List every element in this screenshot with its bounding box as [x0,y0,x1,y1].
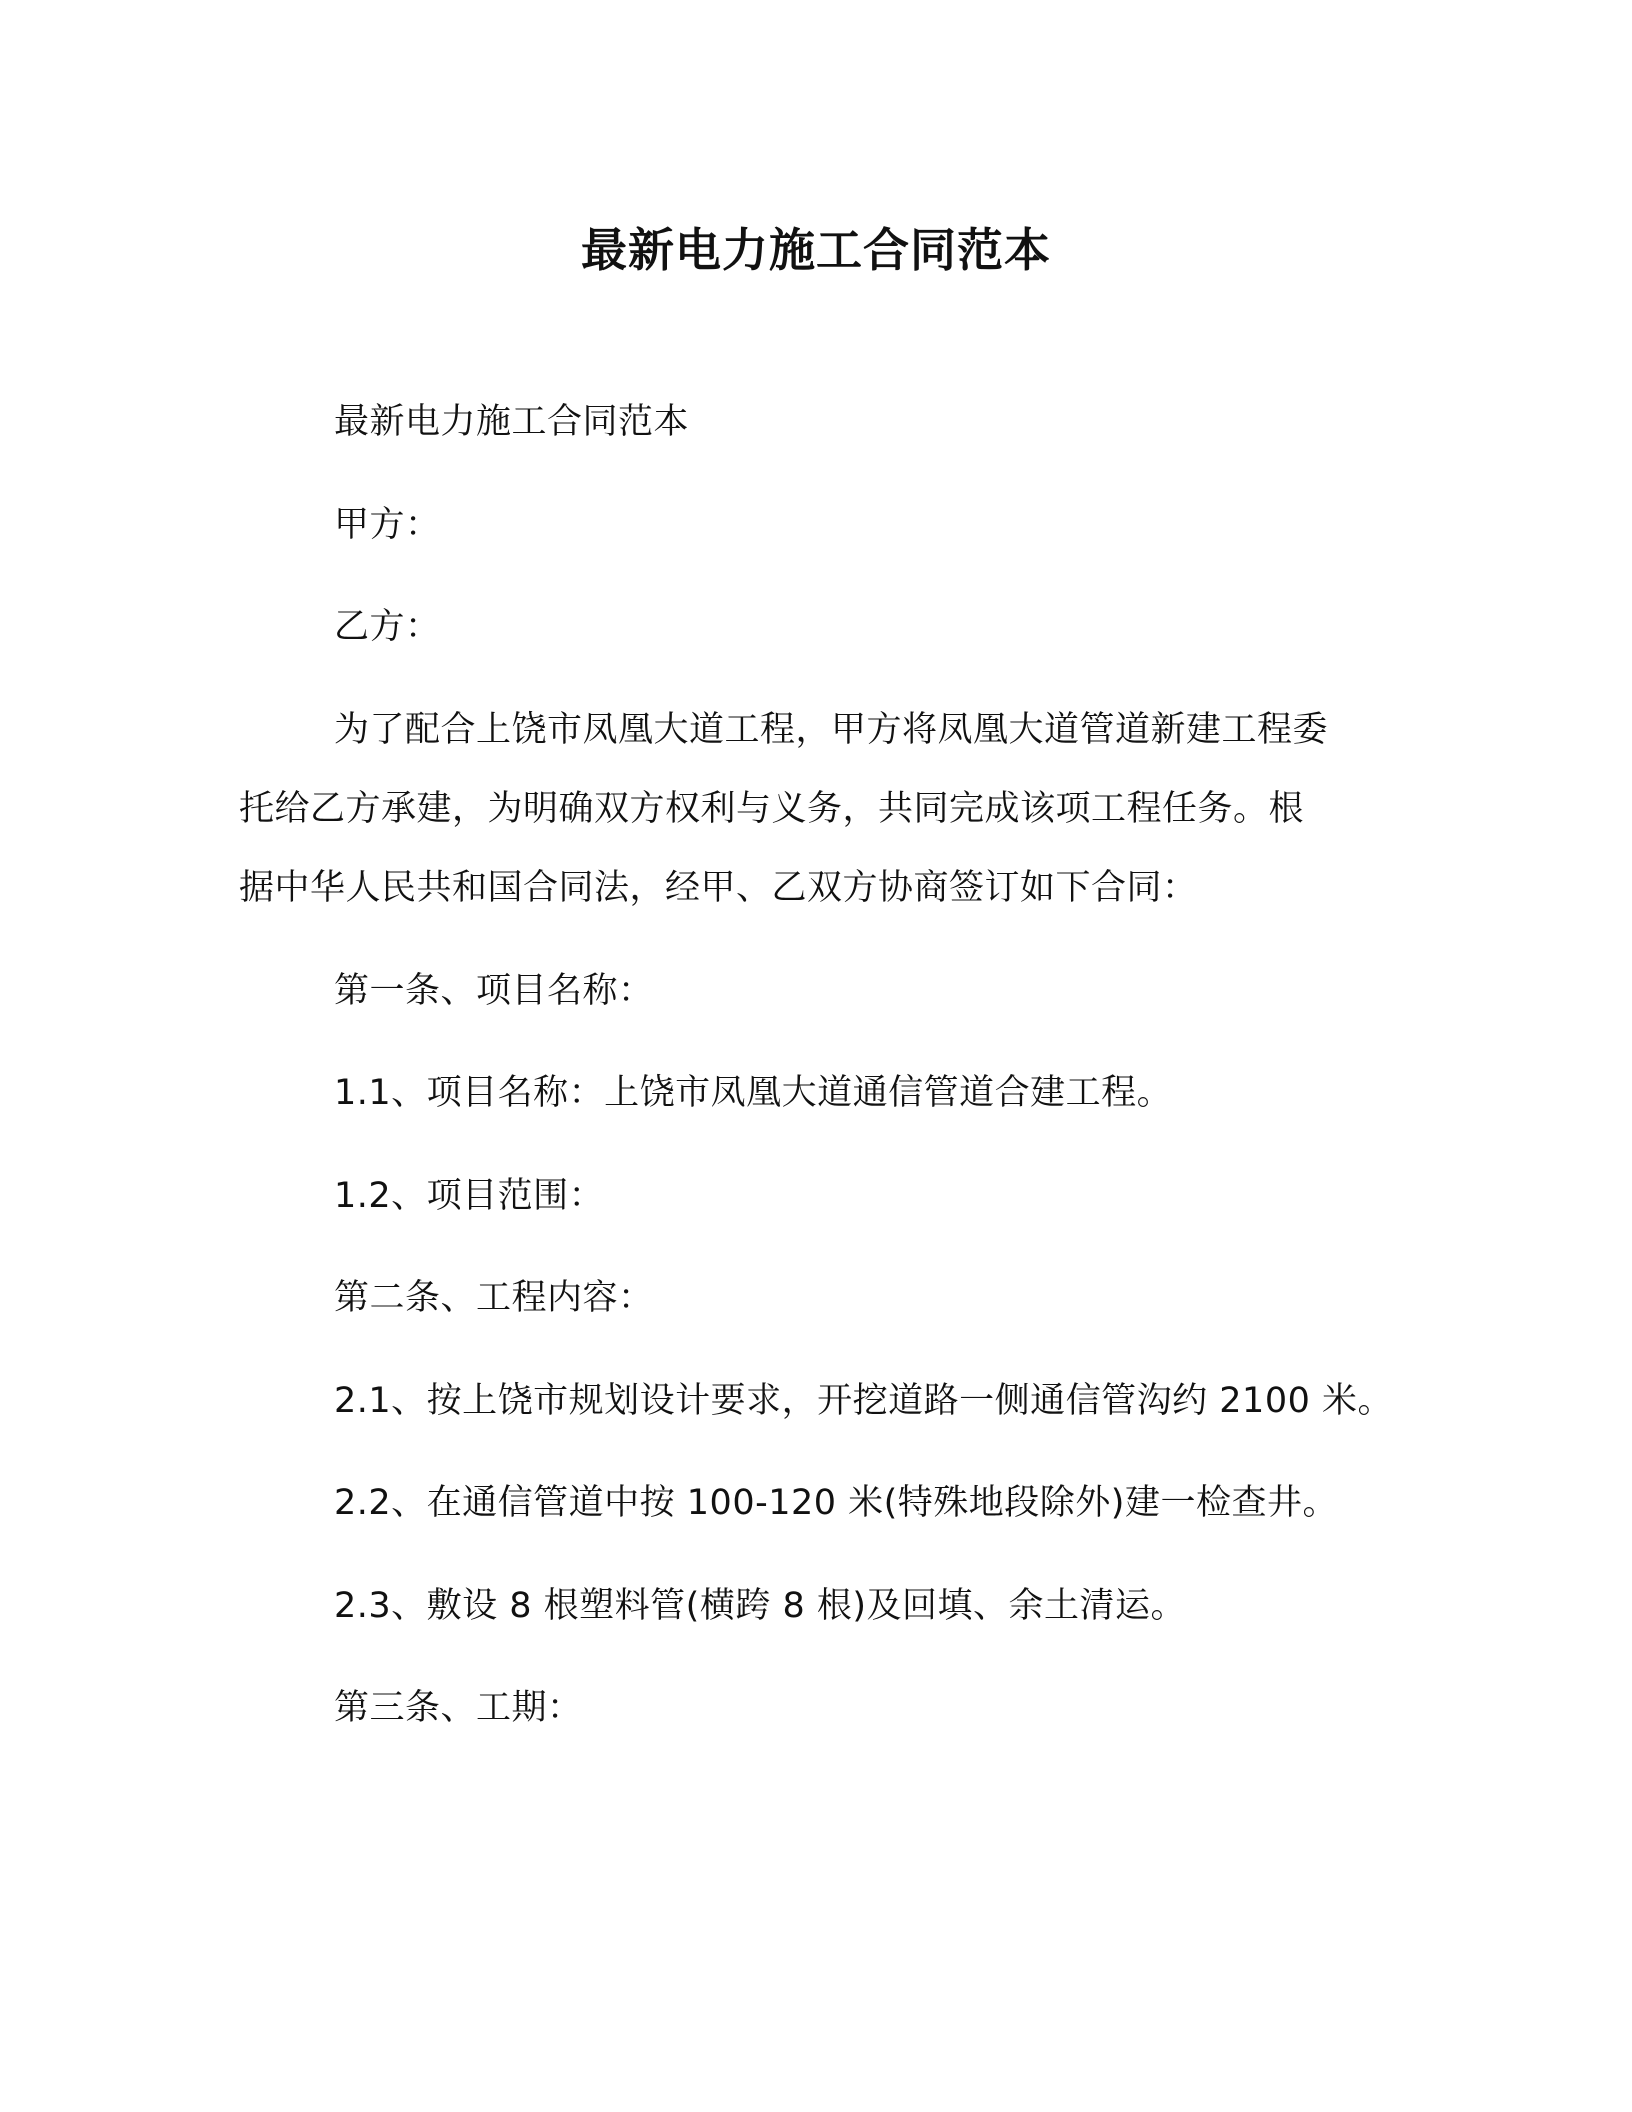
article-1-item-2: 1.2、项目范围： [334,1176,605,1216]
party-b-label: 乙方： [334,607,441,647]
article-2-item-1: 2.1、按上饶市规划设计要求，开挖道路一侧通信管沟约 2100 米。 [334,1381,1393,1421]
document-subtitle: 最新电力施工合同范本 [334,402,690,442]
article-2-heading: 第二条、工程内容： [334,1278,654,1318]
document-title: 最新电力施工合同范本 [581,223,1051,277]
party-a-label: 甲方： [334,505,441,545]
article-2-item-2: 2.2、在通信管道中按 100-120 米(特殊地段除外)建一检查井。 [334,1483,1338,1523]
article-3-heading: 第三条、工期： [334,1688,583,1728]
article-1-heading: 第一条、项目名称： [334,971,654,1011]
preamble-line-3: 据中华人民共和国合同法，经甲、乙双方协商签订如下合同： [239,868,1198,908]
preamble-line-1: 为了配合上饶市凤凰大道工程，甲方将凤凰大道管道新建工程委 [334,710,1329,750]
article-1-item-1: 1.1、项目名称：上饶市凤凰大道通信管道合建工程。 [334,1073,1173,1113]
article-2-item-3: 2.3、敷设 8 根塑料管(横跨 8 根)及回填、余土清运。 [334,1586,1187,1626]
preamble-line-2: 托给乙方承建，为明确双方权利与义务，共同完成该项工程任务。根 [239,789,1305,829]
